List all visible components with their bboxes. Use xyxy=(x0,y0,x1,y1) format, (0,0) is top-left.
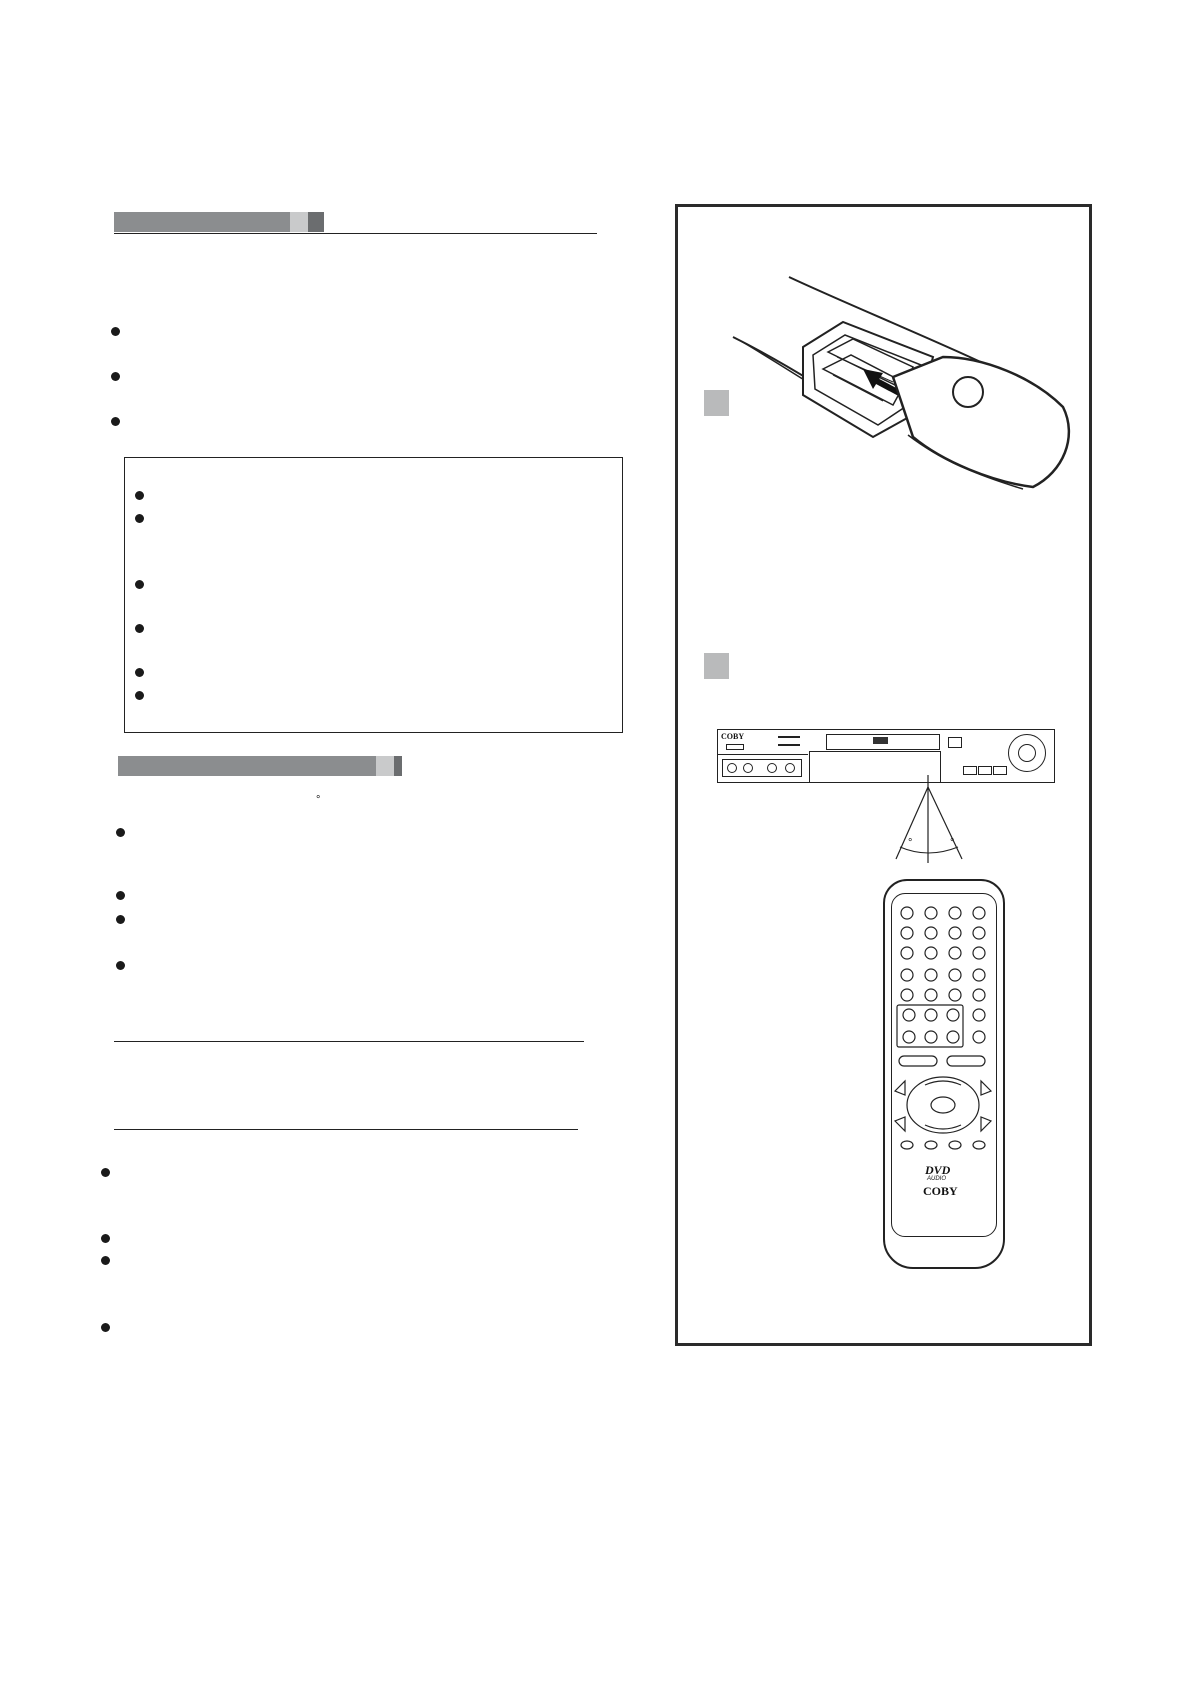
bullet-icon xyxy=(111,417,120,426)
note-bottom-rule xyxy=(114,1129,578,1130)
bullet-icon xyxy=(135,668,144,677)
illustration-panel xyxy=(675,204,1092,1346)
reception-angle-lines xyxy=(868,775,988,865)
left-angle-degree: ° xyxy=(908,837,913,849)
power-button xyxy=(726,744,744,750)
player-label xyxy=(778,736,800,746)
bullet-icon xyxy=(111,372,120,381)
bullet-icon xyxy=(135,580,144,589)
bullet-icon xyxy=(101,1256,110,1265)
note-top-rule xyxy=(114,1041,584,1042)
heading-bar xyxy=(114,212,290,232)
player-brand: COBY xyxy=(721,732,745,741)
bullet-icon xyxy=(111,327,120,336)
front-line xyxy=(718,754,808,755)
bullet-icon xyxy=(101,1234,110,1243)
heading-accent-dark xyxy=(394,756,402,776)
remote-brand: COBY xyxy=(923,1184,958,1198)
tray-badge xyxy=(873,737,888,744)
remote-control-figure xyxy=(883,879,1005,1269)
bullet-icon xyxy=(135,691,144,700)
remote-logo-dvd: DVD xyxy=(925,1163,951,1177)
caution-box xyxy=(124,457,623,733)
eject-button xyxy=(948,737,962,748)
jack-panel xyxy=(722,759,802,777)
heading-accent xyxy=(290,212,308,232)
bullet-icon xyxy=(116,828,125,837)
bullet-icon xyxy=(116,961,125,970)
bullet-icon xyxy=(135,514,144,523)
bullet-icon xyxy=(135,624,144,633)
bullet-icon xyxy=(101,1168,110,1177)
remote-logo-audio: AUDIO xyxy=(927,1176,947,1182)
bullet-icon xyxy=(116,891,125,900)
nav-dial xyxy=(1008,734,1046,772)
heading-accent-dark xyxy=(308,212,324,232)
heading-accent xyxy=(376,756,394,776)
bullet-icon xyxy=(101,1323,110,1332)
degree-mark: ° xyxy=(316,794,321,806)
heading-bar xyxy=(118,756,376,776)
step-2-marker xyxy=(704,653,729,679)
heading-rule xyxy=(114,233,597,234)
bullet-icon xyxy=(135,491,144,500)
bullet-icon xyxy=(116,915,125,924)
remote-buttons xyxy=(885,881,1003,1267)
step-1-marker xyxy=(704,390,729,416)
right-angle-degree: ° xyxy=(950,837,955,849)
battery-illustration xyxy=(733,277,1093,507)
